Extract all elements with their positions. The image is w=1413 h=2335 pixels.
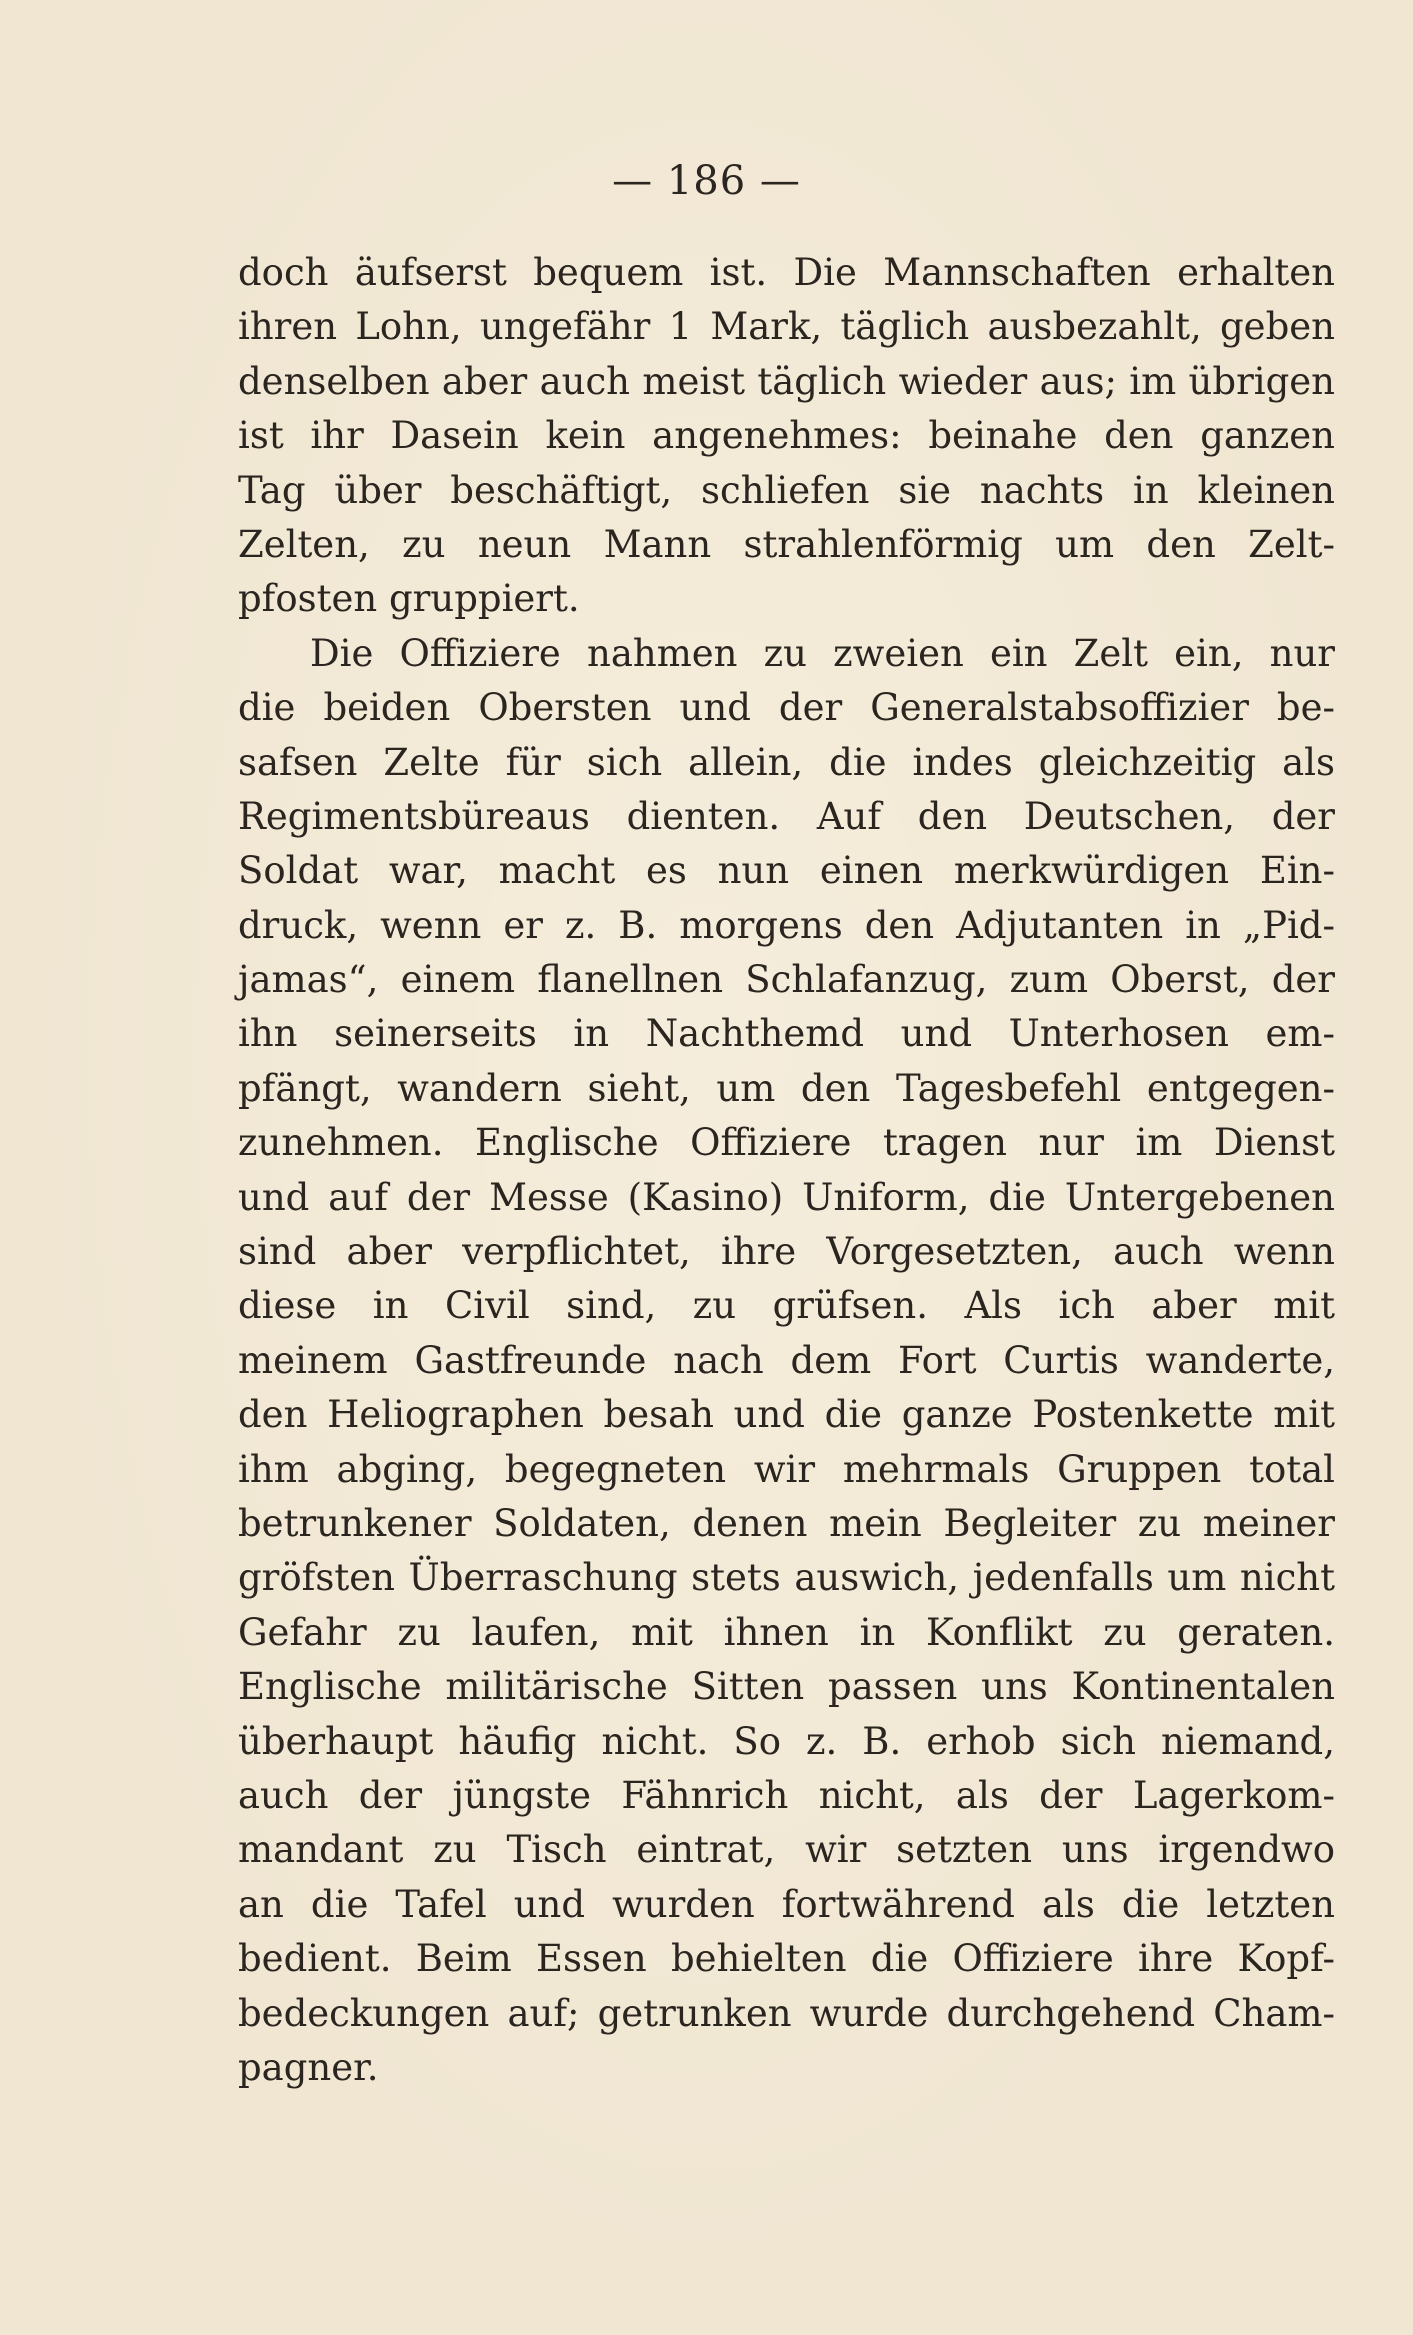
text-line: Regimentsbüreaus dienten. Auf den Deutschen, der (238, 794, 1335, 838)
text-line: ihren Lohn, ungefähr 1 Mark, täglich ausbezahlt, geben (238, 305, 1335, 349)
text-line: Englische militärische Sitten passen uns Kontinentalen (238, 1665, 1335, 1709)
text-line: gröfsten Überraschung stets auswich, jedenfalls um nicht (238, 1556, 1335, 1600)
paragraph (238, 627, 1335, 2096)
text-line: Tag über beschäftigt, schliefen sie nachts in kleinen (238, 468, 1335, 512)
text-line: Die Offiziere nahmen zu zweien ein Zelt ein, nur (310, 631, 1335, 675)
text-line: an die Tafel und wurden fortwährend als die letzten (238, 1882, 1335, 1926)
text-line: pagner. (238, 2045, 379, 2089)
text-line: Gefahr zu laufen, mit ihnen in Konflikt zu geraten. (238, 1610, 1335, 1654)
text-line: sind aber verpflichtet, ihre Vorgesetzten, auch wenn (238, 1230, 1335, 1274)
text-line: doch äufserst bequem ist. Die Mannschaften erhalten (238, 251, 1335, 294)
text-line: ist ihr Dasein kein angenehmes: beinahe den ganzen (238, 414, 1335, 458)
text-line: betrunkener Soldaten, denen mein Begleiter zu meiner (238, 1501, 1335, 1545)
text-line: jamas“, einem flanellnen Schlafanzug, zum Oberst, der (238, 958, 1335, 1002)
text-line: bedeckungen auf; getrunken wurde durchgehend Cham- (238, 1991, 1335, 2035)
text-line: denselben aber auch meist täglich wieder aus; im übrigen (238, 359, 1335, 403)
text-line: den Heliographen besah und die ganze Postenkette mit (238, 1393, 1335, 1437)
page-number: — 186 — (612, 158, 801, 204)
text-line: ihm abging, begegneten wir mehrmals Gruppen total (238, 1447, 1335, 1491)
text-line: zunehmen. Englische Offiziere tragen nur im Dienst (238, 1121, 1335, 1165)
text-line: pfängt, wandern sieht, um den Tagesbefehl entgegen- (238, 1066, 1335, 1110)
text-line: Zelten, zu neun Mann strahlenförmig um den Zelt- (238, 522, 1335, 566)
text-line: ihn seinerseits in Nachthemd und Unterhosen em- (238, 1012, 1335, 1056)
text-line: mandant zu Tisch eintrat, wir setzten uns irgendwo (238, 1828, 1335, 1872)
body-text (238, 246, 1335, 2095)
text-line: bedient. Beim Essen behielten die Offiziere ihre Kopf- (238, 1937, 1335, 1981)
text-line: safsen Zelte für sich allein, die indes gleichzeitig als (238, 740, 1335, 784)
paragraph (238, 246, 1335, 627)
text-line: diese in Civil sind, zu grüfsen. Als ich aber mit (238, 1284, 1335, 1328)
text-line: Soldat war, macht es nun einen merkwürdigen Ein- (238, 849, 1335, 893)
text-line: auch der jüngste Fähnrich nicht, als der Lagerkom- (238, 1773, 1335, 1817)
text-line: überhaupt häufig nicht. So z. B. erhob sich niemand, (238, 1719, 1335, 1763)
text-line: druck, wenn er z. B. morgens den Adjutanten in „Pid- (238, 903, 1335, 947)
text-line: die beiden Obersten und der Generalstabsoffizier be- (238, 686, 1335, 730)
text-line: meinem Gastfreunde nach dem Fort Curtis wanderte, (238, 1338, 1335, 1382)
text-line: pfosten gruppiert. (238, 577, 580, 621)
text-line: und auf der Messe (Kasino) Uniform, die Untergebenen (238, 1175, 1335, 1219)
